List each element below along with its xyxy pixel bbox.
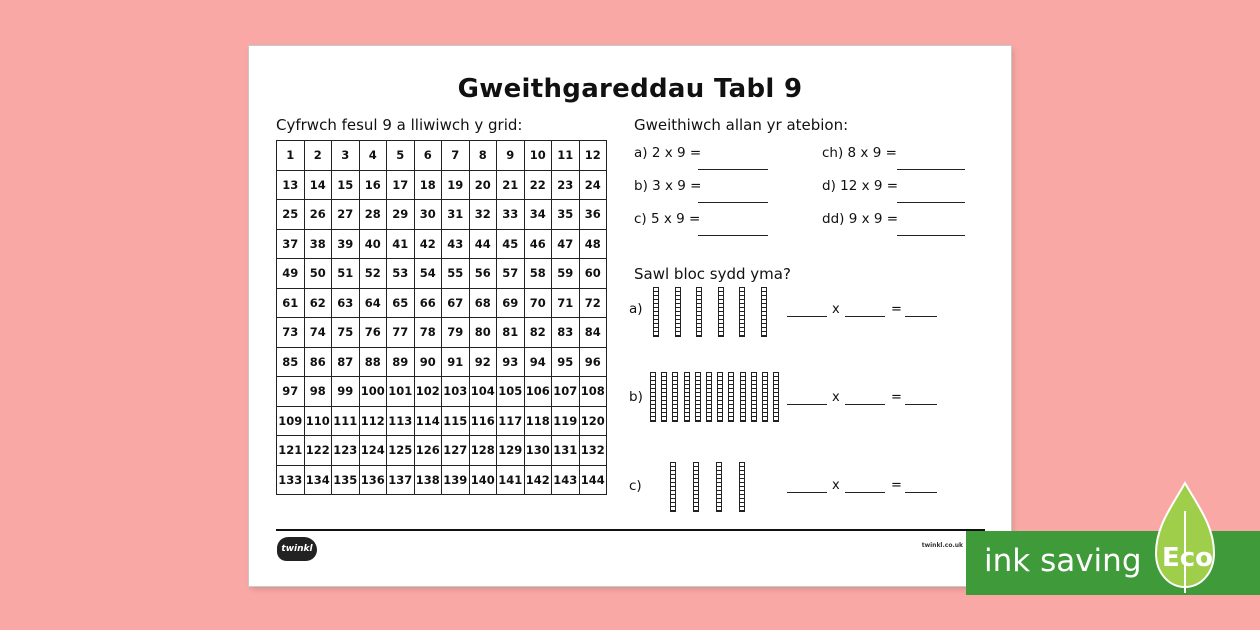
block-bar [761, 287, 767, 337]
grid-cell[interactable]: 1 [277, 141, 305, 171]
answer-line-a[interactable] [698, 169, 768, 170]
grid-cell[interactable]: 140 [469, 465, 497, 495]
grid-cell[interactable]: 103 [442, 377, 470, 407]
grid-cell[interactable]: 101 [387, 377, 415, 407]
answer-line-d[interactable] [897, 202, 965, 203]
grid-cell[interactable]: 128 [469, 436, 497, 466]
block-bar [728, 372, 734, 422]
grid-cell[interactable]: 119 [552, 406, 580, 436]
question-c: c) 5 x 9 = [634, 211, 701, 227]
grid-cell[interactable]: 67 [442, 288, 470, 318]
grid-cell[interactable]: 66 [414, 288, 442, 318]
grid-cell[interactable]: 62 [304, 288, 332, 318]
grid-cell[interactable]: 64 [359, 288, 387, 318]
grid-cell[interactable]: 100 [359, 377, 387, 407]
grid-cell[interactable]: 21 [497, 170, 525, 200]
grid-cell[interactable]: 127 [442, 436, 470, 466]
answer-line-c[interactable] [698, 235, 768, 236]
question-a: a) 2 x 9 = [634, 145, 702, 161]
grid-cell[interactable]: 63 [332, 288, 360, 318]
answer-line-dd[interactable] [897, 235, 965, 236]
grid-cell[interactable]: 37 [277, 229, 305, 259]
block-bar [706, 372, 712, 422]
grid-row [277, 259, 607, 289]
grid-cell[interactable]: 120 [579, 406, 607, 436]
grid-cell[interactable]: 110 [304, 406, 332, 436]
grid-cell[interactable]: 113 [387, 406, 415, 436]
grid-cell[interactable]: 75 [332, 318, 360, 348]
grid-cell[interactable]: 122 [304, 436, 332, 466]
block-bar [740, 372, 746, 422]
times-sign-a: x [832, 302, 840, 317]
grid-cell[interactable]: 31 [442, 200, 470, 230]
grid-cell[interactable]: 8 [469, 141, 497, 171]
block-bar [739, 287, 745, 337]
block-bar [675, 287, 681, 337]
grid-cell[interactable]: 118 [524, 406, 552, 436]
equals-sign-b: = [891, 390, 902, 405]
grid-cell[interactable]: 131 [552, 436, 580, 466]
grid-cell[interactable]: 69 [497, 288, 525, 318]
grid-cell[interactable]: 7 [442, 141, 470, 171]
ink-saving-text: ink saving [984, 543, 1142, 579]
grid-cell[interactable]: 82 [524, 318, 552, 348]
grid-cell[interactable]: 30 [414, 200, 442, 230]
grid-cell[interactable]: 43 [442, 229, 470, 259]
block-bar [718, 287, 724, 337]
grid-cell[interactable]: 18 [414, 170, 442, 200]
page-title: Gweithgareddau Tabl 9 [457, 74, 803, 104]
grid-cell[interactable]: 50 [304, 259, 332, 289]
grid-cell[interactable]: 25 [277, 200, 305, 230]
grid-cell[interactable]: 106 [524, 377, 552, 407]
grid-cell[interactable]: 77 [387, 318, 415, 348]
question-dd: dd) 9 x 9 = [822, 211, 899, 227]
grid-cell[interactable]: 80 [469, 318, 497, 348]
blank-c-2[interactable] [845, 492, 885, 493]
grid-row [277, 141, 607, 171]
grid-cell[interactable]: 60 [579, 259, 607, 289]
grid-cell[interactable]: 28 [359, 200, 387, 230]
block-bar [695, 372, 701, 422]
blank-c-3[interactable] [905, 492, 937, 493]
grid-cell[interactable]: 143 [552, 465, 580, 495]
grid-cell[interactable]: 41 [387, 229, 415, 259]
grid-cell[interactable]: 3 [332, 141, 360, 171]
grid-cell[interactable]: 89 [387, 347, 415, 377]
grid-row [277, 347, 607, 377]
number-grid [276, 140, 607, 495]
grid-cell[interactable]: 139 [442, 465, 470, 495]
grid-row [277, 377, 607, 407]
grid-cell[interactable]: 102 [414, 377, 442, 407]
block-row-label-a: a) [629, 301, 643, 317]
blank-b-3[interactable] [905, 404, 937, 405]
grid-cell[interactable]: 134 [304, 465, 332, 495]
grid-cell[interactable]: 27 [332, 200, 360, 230]
grid-cell[interactable]: 115 [442, 406, 470, 436]
grid-cell[interactable]: 141 [497, 465, 525, 495]
grid-cell[interactable]: 52 [359, 259, 387, 289]
grid-cell[interactable]: 125 [387, 436, 415, 466]
grid-cell[interactable]: 112 [359, 406, 387, 436]
grid-cell[interactable]: 90 [414, 347, 442, 377]
grid-cell[interactable]: 70 [524, 288, 552, 318]
grid-row [277, 436, 607, 466]
grid-cell[interactable]: 108 [579, 377, 607, 407]
grid-cell[interactable]: 5 [387, 141, 415, 171]
grid-cell[interactable]: 26 [304, 200, 332, 230]
grid-cell[interactable]: 10 [524, 141, 552, 171]
grid-cell[interactable]: 22 [524, 170, 552, 200]
block-bar [672, 372, 678, 422]
grid-cell[interactable]: 46 [524, 229, 552, 259]
grid-cell[interactable]: 130 [524, 436, 552, 466]
grid-cell[interactable]: 76 [359, 318, 387, 348]
block-bar [717, 372, 723, 422]
grid-cell[interactable]: 121 [277, 436, 305, 466]
grid-cell[interactable]: 29 [387, 200, 415, 230]
grid-cell[interactable]: 14 [304, 170, 332, 200]
blank-c-1[interactable] [787, 492, 827, 493]
grid-cell[interactable]: 44 [469, 229, 497, 259]
block-bar [653, 287, 659, 337]
grid-cell[interactable]: 57 [497, 259, 525, 289]
times-sign-c: x [832, 478, 840, 493]
grid-cell[interactable]: 72 [579, 288, 607, 318]
grid-cell[interactable]: 17 [387, 170, 415, 200]
grid-cell[interactable]: 4 [359, 141, 387, 171]
block-bar [716, 462, 722, 512]
grid-cell[interactable]: 133 [277, 465, 305, 495]
block-bar [693, 462, 699, 512]
grid-cell[interactable]: 45 [497, 229, 525, 259]
blank-b-2[interactable] [845, 404, 885, 405]
grid-cell[interactable]: 144 [579, 465, 607, 495]
block-bar [684, 372, 690, 422]
grid-cell[interactable]: 97 [277, 377, 305, 407]
grid-cell[interactable]: 55 [442, 259, 470, 289]
grid-cell[interactable]: 94 [524, 347, 552, 377]
grid-row [277, 200, 607, 230]
grid-cell[interactable]: 92 [469, 347, 497, 377]
block-row-label-c: c) [629, 478, 642, 494]
grid-cell[interactable]: 61 [277, 288, 305, 318]
grid-row [277, 406, 607, 436]
grid-cell[interactable]: 84 [579, 318, 607, 348]
question-b: b) 3 x 9 = [634, 178, 702, 194]
block-bar [773, 372, 779, 422]
grid-cell[interactable]: 49 [277, 259, 305, 289]
blank-a-2[interactable] [845, 316, 885, 317]
grid-cell[interactable]: 135 [332, 465, 360, 495]
grid-cell[interactable]: 12 [579, 141, 607, 171]
grid-cell[interactable]: 56 [469, 259, 497, 289]
grid-cell[interactable]: 38 [304, 229, 332, 259]
grid-cell[interactable]: 98 [304, 377, 332, 407]
site-url: twinkl.co.uk [921, 542, 963, 549]
block-bar [650, 372, 656, 422]
grid-cell[interactable]: 111 [332, 406, 360, 436]
grid-cell[interactable]: 19 [442, 170, 470, 200]
grid-cell[interactable]: 83 [552, 318, 580, 348]
grid-cell[interactable]: 32 [469, 200, 497, 230]
grid-cell[interactable]: 132 [579, 436, 607, 466]
grid-cell[interactable]: 24 [579, 170, 607, 200]
grid-cell[interactable]: 11 [552, 141, 580, 171]
grid-row [277, 318, 607, 348]
grid-cell[interactable]: 87 [332, 347, 360, 377]
grid-cell[interactable]: 93 [497, 347, 525, 377]
blocks-instruction: Sawl bloc sydd yma? [634, 265, 791, 283]
grid-cell[interactable]: 81 [497, 318, 525, 348]
grid-cell[interactable]: 39 [332, 229, 360, 259]
grid-cell[interactable]: 107 [552, 377, 580, 407]
grid-cell[interactable]: 73 [277, 318, 305, 348]
grid-cell[interactable]: 91 [442, 347, 470, 377]
block-bar [762, 372, 768, 422]
grid-cell[interactable]: 48 [579, 229, 607, 259]
grid-cell[interactable]: 114 [414, 406, 442, 436]
grid-cell[interactable]: 15 [332, 170, 360, 200]
block-bar [751, 372, 757, 422]
grid-cell[interactable]: 129 [497, 436, 525, 466]
grid-row [277, 170, 607, 200]
block-bar [670, 462, 676, 512]
grid-cell[interactable]: 124 [359, 436, 387, 466]
grid-row [277, 288, 607, 318]
grid-cell[interactable]: 54 [414, 259, 442, 289]
times-sign-b: x [832, 390, 840, 405]
grid-cell[interactable]: 79 [442, 318, 470, 348]
grid-cell[interactable]: 117 [497, 406, 525, 436]
answers-instruction: Gweithiwch allan yr atebion: [634, 116, 849, 134]
worksheet [249, 46, 1011, 586]
grid-row [277, 465, 607, 495]
grid-cell[interactable]: 47 [552, 229, 580, 259]
grid-cell[interactable]: 85 [277, 347, 305, 377]
question-d: d) 12 x 9 = [822, 178, 899, 194]
grid-cell[interactable]: 104 [469, 377, 497, 407]
grid-cell[interactable]: 88 [359, 347, 387, 377]
answer-line-b[interactable] [698, 202, 768, 203]
grid-cell[interactable]: 68 [469, 288, 497, 318]
question-ch: ch) 8 x 9 = [822, 145, 897, 161]
equals-sign-a: = [891, 302, 902, 317]
eco-label: Eco [1162, 543, 1214, 573]
grid-cell[interactable]: 2 [304, 141, 332, 171]
equals-sign-c: = [891, 478, 902, 493]
grid-cell[interactable]: 53 [387, 259, 415, 289]
grid-cell[interactable]: 33 [497, 200, 525, 230]
grid-cell[interactable]: 105 [497, 377, 525, 407]
grid-cell[interactable]: 40 [359, 229, 387, 259]
grid-cell[interactable]: 9 [497, 141, 525, 171]
grid-cell[interactable]: 109 [277, 406, 305, 436]
grid-cell[interactable]: 95 [552, 347, 580, 377]
grid-cell[interactable]: 123 [332, 436, 360, 466]
grid-cell[interactable]: 142 [524, 465, 552, 495]
grid-row [277, 229, 607, 259]
block-bar [661, 372, 667, 422]
grid-cell[interactable]: 65 [387, 288, 415, 318]
grid-cell[interactable]: 71 [552, 288, 580, 318]
grid-cell[interactable]: 137 [387, 465, 415, 495]
grid-cell[interactable]: 136 [359, 465, 387, 495]
twinkl-logo: twinkl [277, 537, 317, 561]
grid-cell[interactable]: 126 [414, 436, 442, 466]
grid-cell[interactable]: 138 [414, 465, 442, 495]
grid-cell[interactable]: 35 [552, 200, 580, 230]
block-row-label-b: b) [629, 389, 643, 405]
block-bar [696, 287, 702, 337]
grid-cell[interactable]: 78 [414, 318, 442, 348]
grid-cell[interactable]: 51 [332, 259, 360, 289]
grid-cell[interactable]: 16 [359, 170, 387, 200]
grid-cell[interactable]: 13 [277, 170, 305, 200]
block-bar [739, 462, 745, 512]
grid-cell[interactable]: 99 [332, 377, 360, 407]
grid-cell[interactable]: 36 [579, 200, 607, 230]
answer-line-ch[interactable] [897, 169, 965, 170]
grid-cell[interactable]: 74 [304, 318, 332, 348]
grid-instruction: Cyfrwch fesul 9 a lliwiwch y grid: [276, 116, 523, 134]
blank-a-1[interactable] [787, 316, 827, 317]
grid-cell[interactable]: 116 [469, 406, 497, 436]
grid-cell[interactable]: 34 [524, 200, 552, 230]
grid-cell[interactable]: 59 [552, 259, 580, 289]
footer-divider [276, 529, 985, 531]
leaf-icon [1152, 481, 1218, 593]
grid-cell[interactable]: 23 [552, 170, 580, 200]
grid-cell[interactable]: 58 [524, 259, 552, 289]
grid-cell[interactable]: 6 [414, 141, 442, 171]
grid-cell[interactable]: 86 [304, 347, 332, 377]
grid-cell[interactable]: 20 [469, 170, 497, 200]
grid-cell[interactable]: 42 [414, 229, 442, 259]
grid-cell[interactable]: 96 [579, 347, 607, 377]
blank-b-1[interactable] [787, 404, 827, 405]
blank-a-3[interactable] [905, 316, 937, 317]
